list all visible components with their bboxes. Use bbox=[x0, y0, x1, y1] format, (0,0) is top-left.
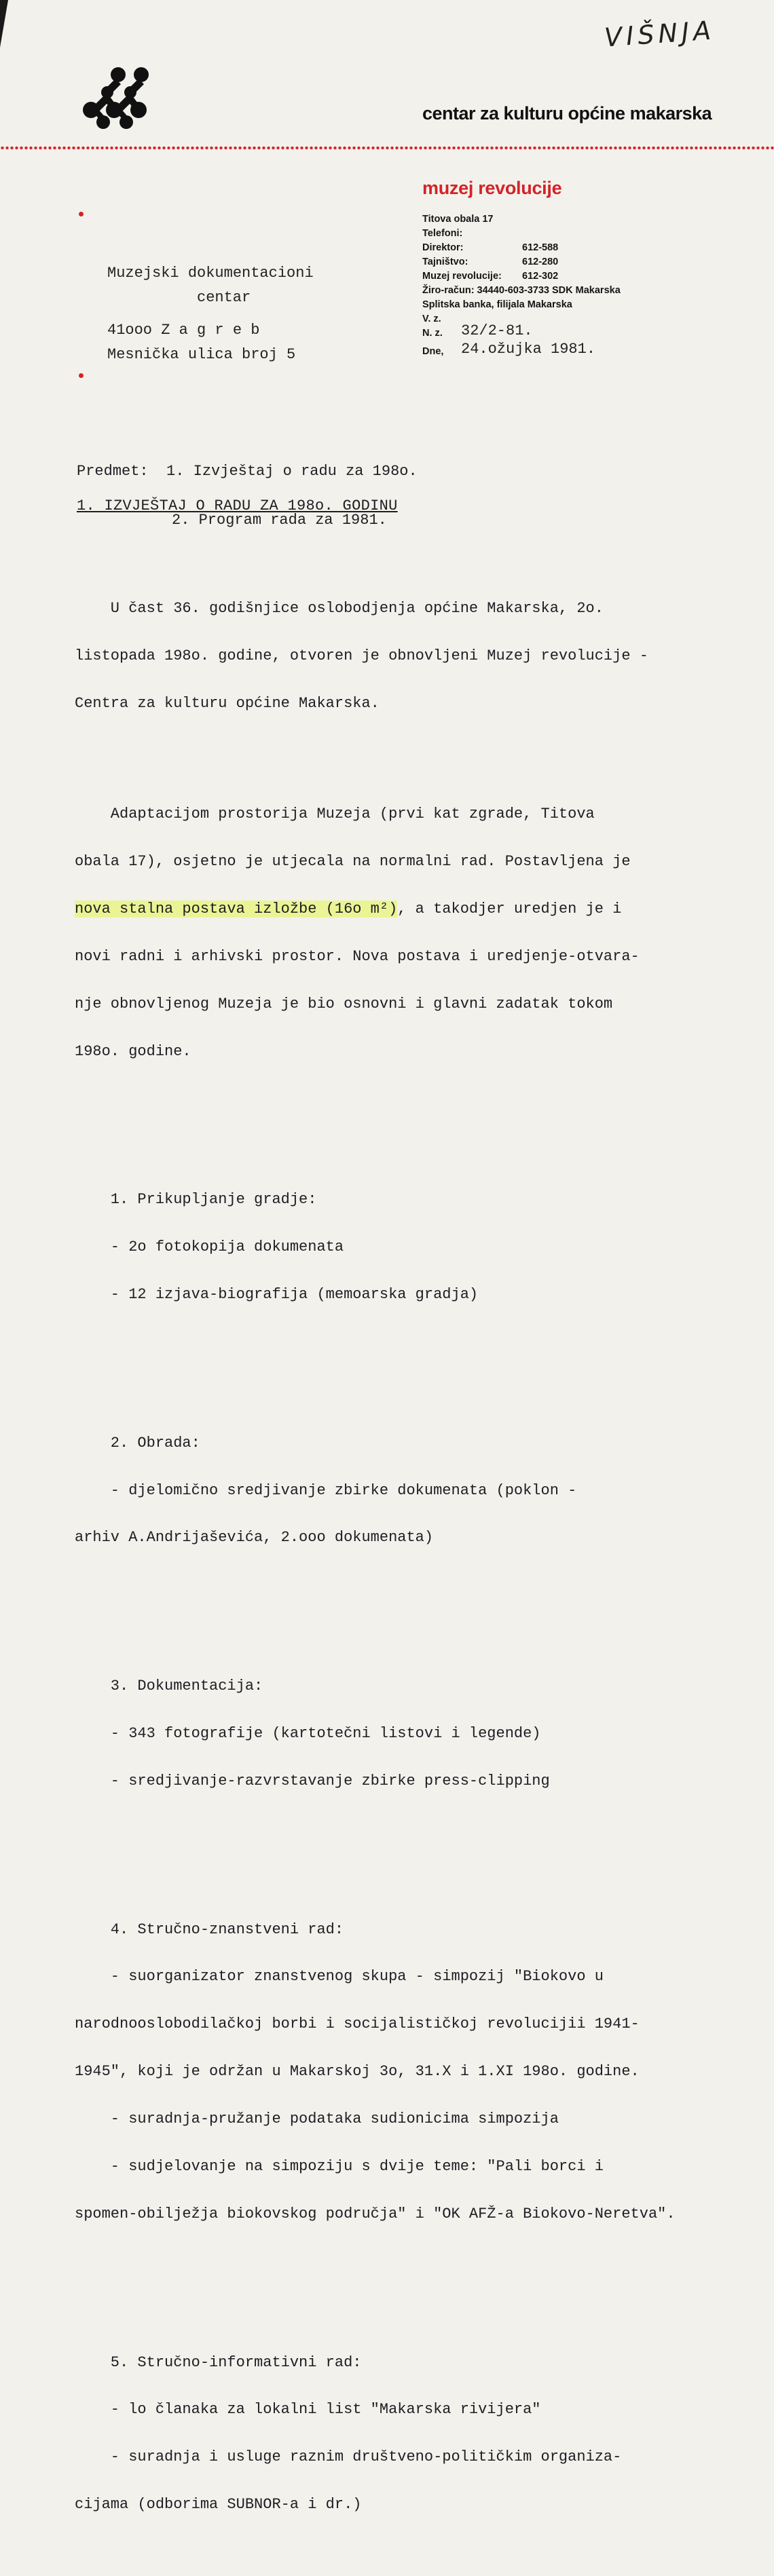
text-line: - suradnja-pružanje podataka sudionicima simpozija bbox=[75, 2110, 559, 2128]
date-value: 24.ožujka 1981. bbox=[461, 341, 596, 358]
report-body bbox=[75, 537, 726, 2576]
text-line: - 2o fotokopija dokumenata bbox=[75, 1238, 344, 1256]
recipient-line-1: Muzejski dokumentacioni bbox=[107, 265, 314, 282]
text-line: cijama (odborima SUBNOR-a i dr.) bbox=[75, 2496, 362, 2514]
subject-item-2: 2. Program rada za 1981. bbox=[172, 512, 387, 529]
recipient-address bbox=[107, 262, 314, 368]
text-line: - lo članaka za lokalni list "Makarska rivijera" bbox=[75, 2401, 541, 2419]
dotted-divider bbox=[0, 146, 774, 150]
text-continuation: , a takodjer uredjen je i bbox=[397, 900, 622, 917]
recipient-line-2: centar bbox=[197, 289, 251, 306]
text-line: nje obnovljenog Muzeja je bio osnovni i glavni zadatak tokom bbox=[75, 995, 613, 1012]
text-line: - suorganizator znanstvenog skupa - simpozij "Biokovo u bbox=[75, 1968, 604, 1986]
secretariat-label: Tajništvo: bbox=[422, 257, 468, 267]
text-line: - suradnja i usluge raznim društveno-političkim organiza- bbox=[75, 2448, 622, 2466]
contact-block bbox=[422, 212, 621, 363]
museum-label: Muzej revolucije: bbox=[422, 271, 502, 282]
text-line: obala 17), osjetno je utjecala na normalni rad. Postavljena je bbox=[75, 852, 631, 870]
text-line: 2. Obrada: bbox=[75, 1434, 200, 1452]
subject-item-1: 1. Izvještaj o radu za 198o. bbox=[166, 463, 418, 480]
organization-name: centar za kulturu općine makarska bbox=[422, 103, 712, 124]
section-title: 1. IZVJEŠTAJ O RADU ZA 198o. GODINU bbox=[77, 497, 398, 514]
contact-secretariat bbox=[422, 255, 621, 269]
handwritten-note: VIŠNJA bbox=[603, 15, 716, 53]
contact-phones-label: Telefoni: bbox=[422, 228, 463, 239]
letter-date bbox=[422, 341, 621, 363]
item-scientific-work bbox=[75, 1890, 726, 2254]
contact-director bbox=[422, 241, 621, 255]
contact-giro: Žiro-račun: 34440-603-3733 SDK Makarska bbox=[422, 285, 621, 296]
fold-mark-top bbox=[79, 212, 84, 216]
contact-bank: Splitska banka, filijala Makarska bbox=[422, 299, 572, 310]
subject-line-2 bbox=[77, 512, 418, 529]
text-line: 1945", koji je održan u Makarskoj 3o, 31.X i 1.XI 198o. godine. bbox=[75, 2063, 640, 2081]
date-label: Dne, bbox=[422, 346, 444, 357]
text-line: U čast 36. godišnjice oslobodjenja općine Makarska, 2o. bbox=[75, 600, 604, 618]
text-line: Centra za kulturu općine Makarska. bbox=[75, 694, 380, 712]
highlighted-text: nova stalna postava izložbe (16o m²) bbox=[75, 900, 398, 917]
item-documentation bbox=[75, 1646, 726, 1820]
museum-phone: 612-302 bbox=[522, 271, 559, 282]
contact-address: Titova obala 17 bbox=[422, 214, 494, 225]
logo-icon bbox=[80, 65, 155, 130]
item-processing bbox=[75, 1403, 726, 1577]
director-phone: 612-588 bbox=[522, 242, 559, 253]
text-line: 198o. godine. bbox=[75, 1042, 191, 1060]
text-line: - 12 izjava-biografija (memoarska gradja) bbox=[75, 1285, 479, 1303]
recipient-line-4: Mesnička ulica broj 5 bbox=[107, 346, 296, 363]
text-line: - sredjivanje-razvrstavanje zbirke press-clipping bbox=[75, 1772, 550, 1789]
item-collection bbox=[75, 1160, 726, 1334]
contact-museum bbox=[422, 269, 621, 284]
text-line: 4. Stručno-znanstveni rad: bbox=[75, 1920, 344, 1938]
museum-title: muzej revolucije bbox=[422, 178, 562, 198]
text-line: narodnooslobodilačkoj borbi i socijalističkoj revolucijii 1941- bbox=[75, 2015, 640, 2033]
subject-label: Predmet: bbox=[77, 463, 149, 480]
text-line: 1. Prikupljanje gradje: bbox=[75, 1191, 317, 1209]
paragraph-2 bbox=[75, 774, 726, 1091]
text-line: 3. Dokumentacija: bbox=[75, 1678, 263, 1695]
text-line: Adaptacijom prostorija Muzeja (prvi kat zgrade, Titova bbox=[75, 806, 595, 823]
fold-mark-bottom bbox=[79, 373, 84, 378]
text-line: 5. Stručno-informativni rad: bbox=[75, 2353, 362, 2371]
text-line-highlighted bbox=[75, 901, 726, 917]
director-label: Direktor: bbox=[422, 242, 464, 253]
text-line: - sudjelovanje na simpoziju s dvije teme: "Pali borci i bbox=[75, 2157, 604, 2175]
text-line: listopada 198o. godine, otvoren je obnovljeni Muzej revolucije - bbox=[75, 647, 648, 665]
paragraph-1 bbox=[75, 569, 726, 743]
subject-line-1 bbox=[77, 463, 418, 480]
nz-value: 32/2-81. bbox=[461, 322, 533, 339]
text-line: - djelomično sredjivanje zbirke dokumenata (poklon - bbox=[75, 1481, 577, 1499]
secretariat-phone: 612-280 bbox=[522, 257, 559, 267]
text-line: - 343 fotografije (kartotečni listovi i legende) bbox=[75, 1724, 541, 1742]
text-line: arhiv A.Andrijaševića, 2.ooo dokumenata) bbox=[75, 1529, 434, 1547]
item-information-work bbox=[75, 2323, 726, 2544]
nz-label: N. z. bbox=[422, 328, 443, 339]
contact-vz: V. z. bbox=[422, 314, 441, 324]
text-line: spomen-obilježja biokovskog područja" i "OK AFŽ-a Biokovo-Neretva". bbox=[75, 2205, 676, 2222]
recipient-line-3: 41ooo Z a g r e b bbox=[107, 322, 260, 339]
text-line: novi radni i arhivski prostor. Nova postava i uredjenje-otvara- bbox=[75, 947, 640, 965]
torn-corner bbox=[0, 0, 8, 48]
